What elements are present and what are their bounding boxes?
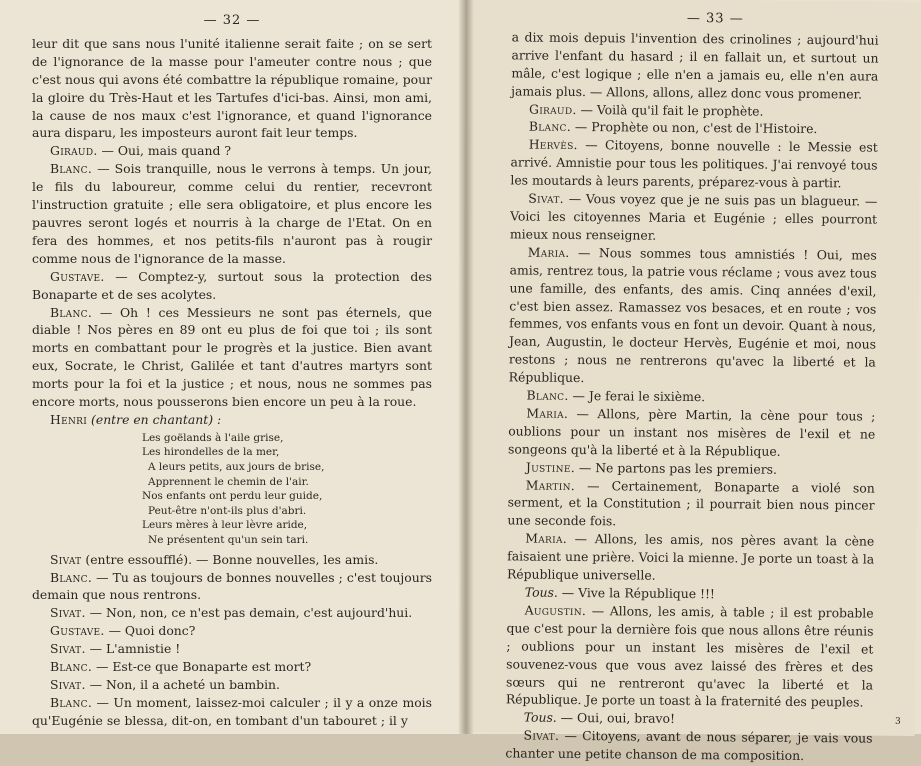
dialogue-line: Hervès. — Citoyens, bonne nouvelle : le Messie est arrivé. Amnistie pour tous les politiques. J'ai renvoyé tous les moutards à leurs parents, préparez-vous à partir. xyxy=(510,136,878,191)
dialogue-line: Sivat. — Non, il a acheté un bambin. xyxy=(50,676,280,692)
dialogue-line: Maria. — Nous sommes tous amnistiés ! Oui, mes amis, rentrez tous, la patrie vous réclame ; vous avez tous une famille, des enfants, des amis. Cinq années d'exil, c'est bien assez. Ramassez vos besaces, et en route ; vos femmes, vos enfants vous en font un devoir. Quant à nous, Jean, Augustin, le docteur Hervès, Eugénie et moi, nous restons ; nous ne rentrerons qu'avec la liberté et la République. xyxy=(508,244,877,386)
dialogue-line: Gustave. — Quoi donc? xyxy=(50,623,196,639)
speaker-name: Blanc. xyxy=(50,694,93,710)
dialogue-line: Blanc. — Est-ce que Bonaparte est mort? xyxy=(50,659,312,675)
right-page xyxy=(460,0,921,764)
dialogue-line: Giraud. — Voilà qu'il fait le prophète. xyxy=(528,101,764,119)
speaker-name: Giraud. xyxy=(528,101,577,117)
dialogue-line: Blanc. — Sois tranquille, nous le verrons à temps. Un jour, le fils du laboureur, comme celui du rentier, recevront l'instruction gratuite ; elle sera obligatoire, et plus encore les pauvres seront logés et nourris à la charge de l'Etat. On en fera des hommes, et nos petits-fils n'auront pas à rougir comme nous de l'ignorance de la masse. xyxy=(32,161,432,266)
book-gutter xyxy=(458,0,474,734)
dialogue-line: Sivat. — Non, non, ce n'est pas demain, c'est aujourd'hui. xyxy=(50,605,413,621)
verse-line: Les hirondelles de la mer, xyxy=(142,446,280,459)
dialogue-line: Giraud. — Oui, mais quand ? xyxy=(50,143,232,159)
speaker-name: Tous. xyxy=(523,709,557,726)
verse-line: Peut-être n'ont-ils plus d'abri. xyxy=(148,504,307,517)
speaker-name: Maria. xyxy=(526,405,569,421)
speaker-name: Sivat. xyxy=(523,727,560,744)
speaker-name: Sivat. xyxy=(50,676,86,692)
dialogue-line: Blanc. — Je ferai le sixième. xyxy=(526,387,706,405)
speaker-name: Gustave. xyxy=(50,268,105,284)
verse-line: Leurs mères à leur lèvre aride, xyxy=(142,519,308,532)
dialogue-line: Tous. — Oui, oui, bravo! xyxy=(523,709,676,727)
dialogue-line: Martin. — Certainement, Bonaparte a violé son serment, et la Constitution ; il pourrait bien nous pincer une seconde fois. xyxy=(507,477,875,529)
dialogue-line: Blanc. — Prophète ou non, c'est de l'Histoire. xyxy=(528,119,818,137)
speaker-name: Sivat. xyxy=(50,605,86,621)
page-number: — 32 — xyxy=(203,13,261,28)
dialogue-line: Blanc. — Oh ! ces Messieurs ne sont pas éternels, que diable ! Nos pères en 89 ont eu plus de foi que toi ; ils sont morts en combattant pour le progrès et la justice. Bien avant eux, Socrate, le Christ, Galilée et tant d'autres martyrs sont morts pour la foi et la justice ; et nous, nous ne sommes pas encore morts, nous pousserons bien encore un peu à la roue. xyxy=(32,304,432,410)
dialogue-line: Maria. — Allons, les amis, nos pères avant la cène faisaient une prière. Voici la mienne. Je porte un toast à la République universelle. xyxy=(506,530,875,583)
paragraph: a dix mois depuis l'invention des crinolines ; aujourd'hui arrive l'enfant du hasard ; il en fallait un, et surtout un mâle, c'est logique ; elle n'en a jamais eu, elle n'en aura jamais plus. — Allons, allons, allez donc vous promener. xyxy=(511,29,879,102)
stage-direction: Henri (entre en chantant) : xyxy=(50,411,222,427)
speaker-name: Gustave. xyxy=(50,623,105,639)
verse-line: Nos enfants ont perdu leur guide, xyxy=(142,490,323,503)
verse-line: Les goëlands à l'aile grise, xyxy=(142,431,284,444)
speaker-name: Augustin. xyxy=(524,602,587,618)
dialogue-line: Blanc. — Tu as toujours de bonnes nouvelles ; c'est toujours demain que nous rentrons. xyxy=(32,569,432,603)
dialogue-line: Maria. — Allons, père Martin, la cène pour tous ; oublions pour un instant nos misères de l'exil et ne songeons qu'à la liberté et à la République. xyxy=(508,405,876,459)
speaker-name: Henri xyxy=(50,411,88,427)
dialogue-line: Gustave. — Comptez-y, surtout sous la protection des Bonaparte et de ses acolytes. xyxy=(32,268,432,302)
dialogue-line: Augustin. — Allons, les amis, à table ; il est probable que c'est pour la dernière fois que nous allons être réunis ; oublions pour un instant les misères de l'exil et souvenez-vous que vous avez laissé des frères et des sœurs qui ne rentreront qu'avec la liberté et la République. Je porte un toast à la fraternité des peuples. xyxy=(505,602,874,710)
dialogue-line: Sivat. — Citoyens, avant de nous séparer, je vais vous chanter une petite chanson de ma composition. xyxy=(505,727,873,764)
verse-line: Apprennent le chemin de l'air. xyxy=(148,475,309,488)
page-number: — 33 — xyxy=(686,10,744,27)
speaker-name: Sivat. xyxy=(50,641,86,657)
speaker-name: Justine. xyxy=(525,459,576,475)
speaker-name: Hervès. xyxy=(528,136,578,153)
speaker-name: Maria. xyxy=(527,244,570,260)
speaker-name: Blanc. xyxy=(50,161,93,177)
speaker-name: Sivat xyxy=(50,551,82,567)
dialogue-line: Sivat (entre essoufflé). — Bonne nouvelles, les amis. xyxy=(50,551,379,567)
song-verse xyxy=(32,431,432,548)
left-page xyxy=(0,0,466,734)
speaker-name: Maria. xyxy=(525,530,568,547)
verse-line: A leurs petits, aux jours de brise, xyxy=(148,461,325,474)
speaker-name: Blanc. xyxy=(50,304,93,320)
speaker-name: Giraud. xyxy=(50,143,98,159)
speaker-name: Sivat. xyxy=(528,190,565,206)
speaker-name: Blanc. xyxy=(50,659,93,675)
dialogue-line: Sivat. — Vous voyez que je ne suis pas un blagueur. — Voici les citoyennes Maria et Eugénie ; elles pourront mieux nous renseigner. xyxy=(509,190,878,243)
dialogue-line: Tous. — Vive la République !!! xyxy=(524,584,716,602)
dialogue-line: Sivat. — L'amnistie ! xyxy=(50,641,181,657)
speaker-name: Martin. xyxy=(525,477,576,493)
paragraph: leur dit que sans nous l'unité italienne serait faite ; on se sert de l'ignorance de la masse pour l'ameuter contre nous ; que c'est nous qui avons été combattre la république romaine, pour la gloire du Très-Haut et les Tartufes d'ici-bas. Ainsi, mon ami, la cause de nos maux c'est l'ignorance, et quand l'ignorance aura disparu, les imposteurs auront fait leur temps. xyxy=(32,35,432,141)
verse-line: Ne présentent qu'un sein tari. xyxy=(148,534,309,546)
speaker-name: Tous. xyxy=(524,584,558,600)
signature-mark: 3 xyxy=(894,716,901,727)
speaker-name: Blanc. xyxy=(526,387,569,403)
speaker-name: Blanc. xyxy=(50,569,93,585)
dialogue-line: Blanc. — Un moment, laissez-moi calculer ; il y a onze mois qu'Eugénie se blessa, dit-on, en tombant d'un tabouret ; il y xyxy=(32,694,432,728)
dialogue-line: Justine. — Ne partons pas les premiers. xyxy=(525,459,778,477)
speaker-name: Blanc. xyxy=(528,119,572,135)
